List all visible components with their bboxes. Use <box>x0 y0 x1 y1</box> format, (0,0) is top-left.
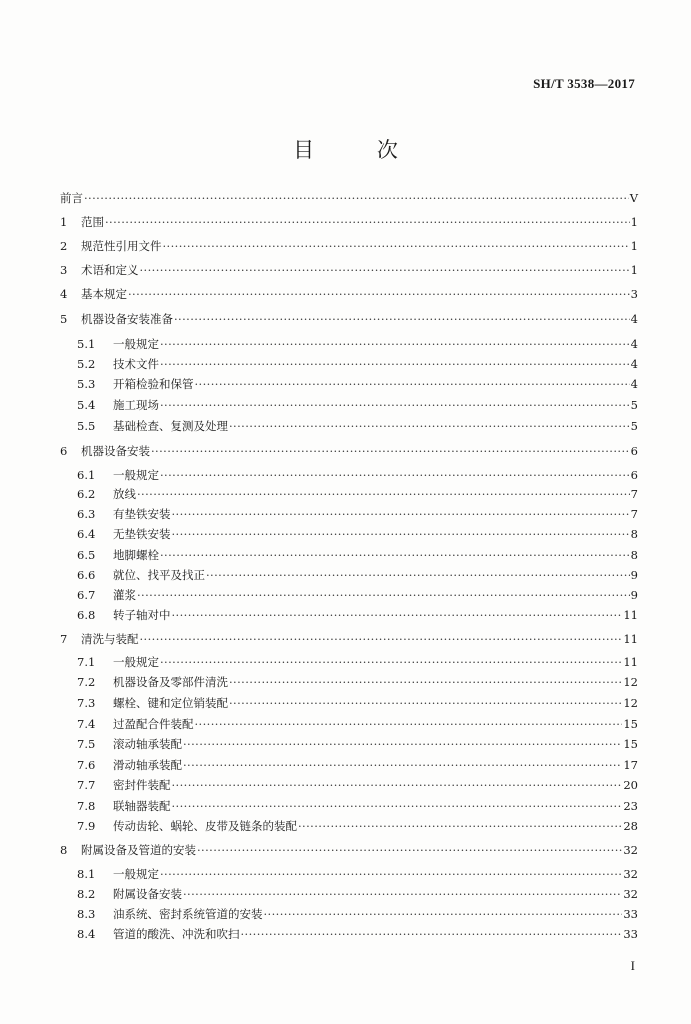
toc-entry-number: 5.1 <box>77 337 96 351</box>
toc-entry[interactable] <box>60 507 638 522</box>
toc-leader-dots <box>160 655 622 670</box>
toc-entry-title: 一般规定 <box>113 655 159 669</box>
toc-leader-dots <box>229 419 630 434</box>
toc-entry[interactable] <box>60 819 638 834</box>
toc-entry-number: 7.2 <box>77 675 96 689</box>
toc-entry-page: 32 <box>623 887 638 901</box>
toc-entry-title: 滚动轴承装配 <box>113 737 182 751</box>
toc-leader-dots <box>264 907 623 922</box>
toc-entry-number: 1 <box>60 215 68 229</box>
toc-entry[interactable] <box>60 608 638 623</box>
toc-entry-title: 转子轴对中 <box>113 608 171 622</box>
toc-entry[interactable] <box>60 799 638 814</box>
toc-leader-dots <box>128 287 630 302</box>
toc-entry-number: 7.5 <box>77 737 96 751</box>
toc-entry-title: 范围 <box>81 215 104 229</box>
toc-leader-dots <box>160 398 630 413</box>
toc-entry-page: 8 <box>630 527 638 541</box>
toc-entry-page: 11 <box>623 655 638 669</box>
toc-entry-page: 28 <box>623 819 638 833</box>
toc-entry-page: 6 <box>630 468 638 482</box>
toc-entry[interactable] <box>60 263 638 278</box>
toc-entry[interactable] <box>60 487 638 502</box>
toc-entry-number: 5 <box>60 312 68 326</box>
toc-entry-page: 15 <box>623 737 638 751</box>
toc-entry-title: 联轴器装配 <box>113 799 171 813</box>
toc-entry-page: 5 <box>630 398 638 412</box>
page-number: I <box>630 958 635 973</box>
toc-entry-page: 4 <box>630 337 638 351</box>
toc-entry[interactable] <box>60 468 638 483</box>
toc-entry-page: 11 <box>623 632 638 646</box>
toc-entry-page: 9 <box>630 588 638 602</box>
toc-entry-number: 5.4 <box>77 398 96 412</box>
toc-entry-title: 清洗与装配 <box>81 632 139 646</box>
toc-entry-page: 7 <box>630 487 638 501</box>
toc-entry-page: 1 <box>630 215 638 229</box>
toc-entry-title: 术语和定义 <box>81 263 139 277</box>
toc-entry[interactable] <box>60 867 638 882</box>
toc-entry[interactable] <box>60 632 638 647</box>
toc-entry-page: V <box>629 191 638 205</box>
toc-entry[interactable] <box>60 357 638 372</box>
toc-entry-title: 灌浆 <box>113 588 136 602</box>
toc-entry-number: 5.3 <box>77 377 96 391</box>
toc-leader-dots <box>140 632 623 647</box>
toc-entry-number: 7.9 <box>77 819 96 833</box>
toc-entry-page: 1 <box>630 239 638 253</box>
toc-leader-dots <box>172 507 630 522</box>
toc-entry-page: 12 <box>623 675 638 689</box>
toc-entry-title: 无垫铁安装 <box>113 527 171 541</box>
toc-leader-dots <box>84 191 629 206</box>
toc-leader-dots <box>137 487 630 502</box>
toc-entry-page: 33 <box>623 907 638 921</box>
toc-leader-dots <box>160 548 630 563</box>
toc-leader-dots <box>183 887 622 902</box>
toc-entry-page: 7 <box>630 507 638 521</box>
toc-leader-dots <box>229 675 622 690</box>
toc-entry[interactable] <box>60 758 638 773</box>
toc-entry-title: 过盈配合件装配 <box>113 717 194 731</box>
toc-entry-title: 管道的酸洗、冲洗和吹扫 <box>113 927 240 941</box>
toc-entry-number: 2 <box>60 239 68 253</box>
toc-entry[interactable] <box>60 887 638 902</box>
toc-leader-dots <box>174 312 630 327</box>
toc-entry-number: 8.3 <box>77 907 96 921</box>
toc-entry-number: 7.1 <box>77 655 96 669</box>
toc-entry-number: 5.5 <box>77 419 96 433</box>
toc-entry-number: 7.6 <box>77 758 96 772</box>
toc-entry-title: 基础检查、复测及处理 <box>113 419 228 433</box>
toc-leader-dots <box>172 608 623 623</box>
toc-entry-number: 6.3 <box>77 507 96 521</box>
toc-entry-number: 6.7 <box>77 588 96 602</box>
toc-leader-dots <box>105 215 630 230</box>
toc-entry-title: 技术文件 <box>113 357 159 371</box>
toc-entry[interactable] <box>60 527 638 542</box>
toc-entry-number: 4 <box>60 287 68 301</box>
toc-entry[interactable] <box>60 588 638 603</box>
toc-entry-number: 8 <box>60 843 68 857</box>
toc-entry-title: 放线 <box>113 487 136 501</box>
toc-leader-dots <box>183 737 622 752</box>
toc-entry[interactable] <box>60 191 638 206</box>
toc-entry[interactable] <box>60 444 638 459</box>
toc-entry-page: 6 <box>630 444 638 458</box>
toc-entry[interactable] <box>60 312 638 327</box>
toc-entry-title: 一般规定 <box>113 337 159 351</box>
toc-entry[interactable] <box>60 287 638 302</box>
toc-entry-title: 传动齿轮、蜗轮、皮带及链条的装配 <box>113 819 297 833</box>
toc-entry[interactable] <box>60 778 638 793</box>
toc-leader-dots <box>151 444 630 459</box>
toc-entry-number: 8.1 <box>77 867 96 881</box>
toc-entry[interactable] <box>60 927 638 942</box>
toc-entry[interactable] <box>60 419 638 434</box>
toc-entry-number: 7.7 <box>77 778 96 792</box>
toc-entry-number: 3 <box>60 263 68 277</box>
toc-leader-dots <box>241 927 623 942</box>
toc-entry-title: 基本规定 <box>81 287 127 301</box>
toc-entry-page: 4 <box>630 312 638 326</box>
toc-entry[interactable] <box>60 717 638 732</box>
page-title: 目 次 <box>293 138 426 162</box>
toc-entry-number: 7 <box>60 632 68 646</box>
toc-entry[interactable] <box>60 548 638 563</box>
toc-entry-page: 20 <box>623 778 638 792</box>
toc-entry-number: 6.8 <box>77 608 96 622</box>
toc-entry-page: 23 <box>623 799 638 813</box>
toc-entry[interactable] <box>60 737 638 752</box>
toc-leader-dots <box>160 468 630 483</box>
toc-entry[interactable] <box>60 239 638 254</box>
toc-entry-page: 4 <box>630 357 638 371</box>
toc-leader-dots <box>298 819 622 834</box>
toc-leader-dots <box>195 377 630 392</box>
toc-entry-page: 15 <box>623 717 638 731</box>
toc-entry[interactable] <box>60 675 638 690</box>
toc-entry[interactable] <box>60 655 638 670</box>
toc-entry-page: 5 <box>630 419 638 433</box>
toc-leader-dots <box>160 867 622 882</box>
toc-entry-title: 一般规定 <box>113 468 159 482</box>
toc-entry-title: 施工现场 <box>113 398 159 412</box>
toc-entry-title: 就位、找平及找正 <box>113 568 205 582</box>
toc-leader-dots <box>140 263 630 278</box>
toc-entry-number: 7.8 <box>77 799 96 813</box>
toc-entry-title: 前言 <box>60 191 83 205</box>
toc-entry-page: 11 <box>623 608 638 622</box>
toc-entry-page: 9 <box>630 568 638 582</box>
toc-entry-page: 4 <box>630 377 638 391</box>
toc-entry-number: 6.5 <box>77 548 96 562</box>
toc-entry[interactable] <box>60 377 638 392</box>
toc-entry-title: 机器设备安装准备 <box>81 312 173 326</box>
toc-leader-dots <box>195 717 623 732</box>
toc-entry-number: 8.2 <box>77 887 96 901</box>
toc-entry-page: 3 <box>630 287 638 301</box>
toc-entry-title: 螺栓、键和定位销装配 <box>113 696 228 710</box>
toc-entry-title: 机器设备安装 <box>81 444 150 458</box>
toc-entry-title: 附属设备安装 <box>113 887 182 901</box>
toc-entry-title: 滑动轴承装配 <box>113 758 182 772</box>
toc-entry-number: 6 <box>60 444 68 458</box>
standard-code: SH/T 3538—2017 <box>533 76 635 91</box>
toc-leader-dots <box>172 778 623 793</box>
toc-leader-dots <box>160 337 630 352</box>
toc-leader-dots <box>137 588 630 603</box>
toc-entry-title: 开箱检验和保管 <box>113 377 194 391</box>
toc-entry-title: 油系统、密封系统管道的安装 <box>113 907 263 921</box>
toc-entry-title: 规范性引用文件 <box>81 239 162 253</box>
toc-entry[interactable] <box>60 568 638 583</box>
toc-leader-dots <box>172 527 630 542</box>
toc-leader-dots <box>172 799 623 814</box>
toc-leader-dots <box>163 239 630 254</box>
toc-leader-dots <box>183 758 622 773</box>
toc-entry[interactable] <box>60 398 638 413</box>
toc-leader-dots <box>160 357 630 372</box>
toc-entry-number: 6.4 <box>77 527 96 541</box>
toc-entry-page: 12 <box>623 696 638 710</box>
toc-entry-title: 密封件装配 <box>113 778 171 792</box>
toc-entry-number: 6.2 <box>77 487 96 501</box>
toc-entry[interactable] <box>60 907 638 922</box>
toc-leader-dots <box>206 568 630 583</box>
toc-entry-page: 32 <box>623 843 638 857</box>
toc-entry-number: 6.6 <box>77 568 96 582</box>
toc-entry-title: 机器设备及零部件清洗 <box>113 675 228 689</box>
toc-entry-number: 6.1 <box>77 468 96 482</box>
toc-entry-page: 33 <box>623 927 638 941</box>
toc-entry-number: 5.2 <box>77 357 96 371</box>
toc-entry[interactable] <box>60 215 638 230</box>
toc-entry-number: 7.4 <box>77 717 96 731</box>
toc-entry-number: 7.3 <box>77 696 96 710</box>
toc-leader-dots <box>229 696 622 711</box>
toc-entry[interactable] <box>60 337 638 352</box>
toc-entry-title: 附属设备及管道的安装 <box>81 843 196 857</box>
toc-entry-title: 一般规定 <box>113 867 159 881</box>
toc-entry-page: 32 <box>623 867 638 881</box>
toc-entry[interactable] <box>60 696 638 711</box>
toc-entry-title: 有垫铁安装 <box>113 507 171 521</box>
toc-entry-title: 地脚螺栓 <box>113 548 159 562</box>
toc-entry-page: 8 <box>630 548 638 562</box>
toc-entry-number: 8.4 <box>77 927 96 941</box>
toc-entry-page: 17 <box>623 758 638 772</box>
toc-entry[interactable] <box>60 843 638 858</box>
toc-entry-page: 1 <box>630 263 638 277</box>
toc-leader-dots <box>197 843 622 858</box>
